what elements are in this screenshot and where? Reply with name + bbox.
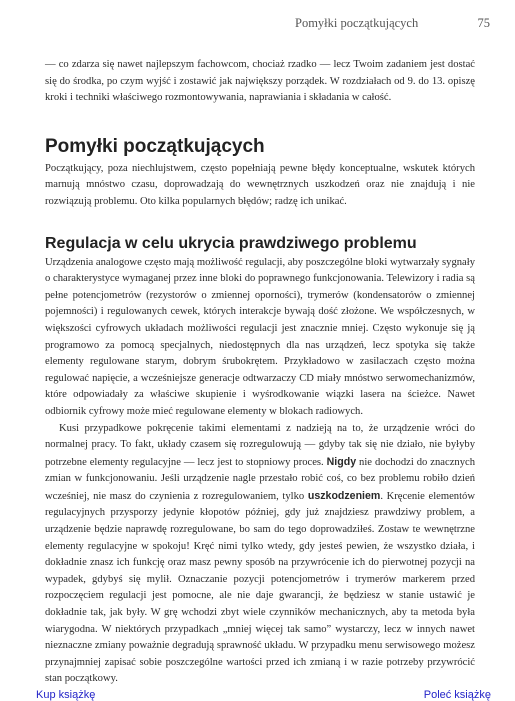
para2-text-b: nie dochodzi do znacznych zmian w funkcjonowaniu. Jeśli urządzenie nagle przestało robić coś, co bez problemu robiło dzień wcześniej, nie masz do czynienia z rozregulowaniem, tylko xyxy=(45,456,475,502)
para2-text-a: Kusi przypadkowe pokręcenie takimi elementami z nadzieją na to, że urządzenie wróci do normalnej pracy. To fakt, układy czasem się rozregulowują — gdyby tak się nie działo, nie byłyby potrzebne elementy regulacyjne — lecz jest to stopniowy proces. xyxy=(45,422,475,468)
intro-paragraph: — co zdarza się nawet najlepszym fachowcom, chociaż rzadko — lecz Twoim zadaniem jest dostać się do środka, po czym wyjść i zostawić jak największy porządek. W rozdziałach od 9. do 13. opiszę kroki i techniki właściwego rozmontowywania, naprawiania i składania w całość. xyxy=(45,59,475,104)
section2-paragraph-1: Urządzenia analogowe często mają możliwość regulacji, aby poszczególne bloki wytwarzały sygnały o charakterystyce wymaganej przez inne bloki do poprawnego funkcjonowania. Telewizory i radia są pełne potencjometrów (rezystorów o zmiennej oporności), trymerów (kondensatorów o zmiennej pojemności) i regulowanych cewek, których interakcje bywają dość złożone. We współczesnych, w większości cyfrowych układach możliwości regulacji jest znacznie mniej. Często wykonuje się ją programowo za pomocą specjalnych, niedostępnych dla nas urządzeń, lecz spotyka się także elementy regulowane starym, dobrym śrubokrętem. Przykładowo w zasilaczach często można regulować napięcie, a wcześniejsze generacje odtwarzaczy CD miały mnóstwo serwomechanizmów, które odpowiadały za właściwe skupienie i wyśrodkowanie wiązki lasera na ścieżce. Nawet odbiornik cyfrowy może mieć regulowane elementy w blokach radiowych. xyxy=(45,256,475,417)
running-title: Pomyłki początkujących xyxy=(295,16,419,30)
para2-text-c: . Kręcenie elementów regulacyjnych przysporzy jedynie kłopotów później, gdy już znajdziesz prawdziwy problem, a urządzenie będzie naprawdę rozregulowane, bo sam do tego doprowadziłeś. Zostaw te wewnętrzne elementy regulacyjne w spokoju! Kręć nimi tylko wtedy, gdy jesteś pewien, że wszystko działa, i dokładnie znasz ich funkcję oraz masz pewny sposób na przywrócenie ich do pierwotnej pozycji na wypadek, gdybyś się mylił. Oznaczanie pozycji potencjometrów i trymerów markerem przed rozpoczęciem regulacji jest pomocne, ale nie daje gwarancji, że będziesz w stanie ustawić je dokładnie tak, jak były. W grę wchodzi zbyt wiele czynników mechanicznych, aby ta metoda była wiarygodna. W niektórych przypadkach „mniej więcej tak samo” wystarczy, lecz w innych nawet nieznaczne zmiany poważnie degradują sprawność układu. W przypadku menu serwisowego możesz przynajmniej zapisać sobie poszczególne wartości przed ich zmianą i w razie potrzeby przywrócić stan początkowy. xyxy=(45,490,475,685)
running-header xyxy=(295,16,490,31)
page-number: 75 xyxy=(477,16,490,30)
recommend-book-link[interactable]: Poleć książkę xyxy=(423,689,491,701)
section-heading-beginner-mistakes: Pomyłki początkujących xyxy=(45,135,265,157)
subsection-heading-adjustment: Regulacja w celu ukrycia prawdziwego problemu xyxy=(45,234,417,252)
emphasis-damage: uszkodzeniem xyxy=(307,489,381,502)
section2-paragraph-2 xyxy=(45,421,475,689)
emphasis-never: Nigdy xyxy=(326,455,357,468)
buy-book-link[interactable]: Kup książkę xyxy=(36,689,96,701)
page-content xyxy=(45,57,475,688)
section1-paragraph: Początkujący, poza niechlujstwem, często popełniają pewne błędy konceptualne, wskutek których marnują mnóstwo czasu, doprowadzają do wewnętrznych uszkodzeń oraz nie znajdują i nie rozwiązują problemu. Oto kilka popularnych błędów; radzę ich unikać. xyxy=(45,162,475,207)
